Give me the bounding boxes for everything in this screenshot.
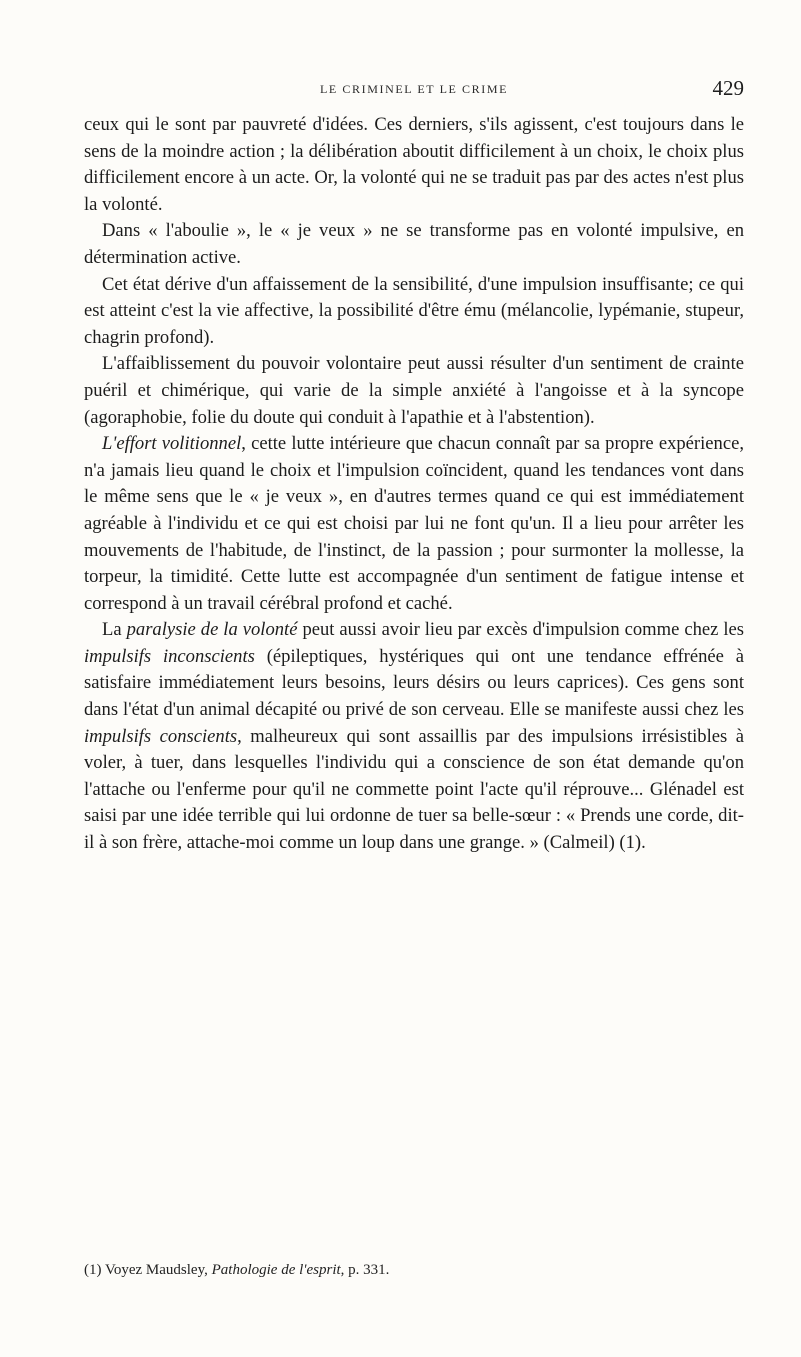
footnote-text: , p. 331. xyxy=(340,1262,390,1278)
text-segment: L'affaiblissement du pouvoir volontaire peut aussi résulter d'un sentiment de crainte puéril et chimérique, qui varie de la simple anxiété à l'angoisse et à la syncope (agoraphobie, folie du doute qui conduit à l'apathie et à l'abstention). xyxy=(84,353,744,428)
italic-term: impulsifs inconscients xyxy=(84,645,255,667)
footnote xyxy=(84,1260,744,1280)
footnote-title: Pathologie de l'esprit xyxy=(211,1262,341,1278)
italic-term: impulsifs conscients xyxy=(84,725,238,747)
paragraph xyxy=(84,351,744,431)
footnote-text: (1) Voyez Maudsley, xyxy=(84,1262,212,1278)
paragraph xyxy=(84,218,744,271)
paragraph xyxy=(84,617,744,856)
text-segment: Dans « l'aboulie », le « je veux » ne se transforme pas en volonté impulsive, en détermination active. xyxy=(84,220,744,268)
text-segment: , malheureux qui sont assaillis par des impulsions irrésistibles à voler, à tuer, dans lesquelles l'individu qui a conscience de son état demande qu'on l'attache ou l'enferme pour qu'il ne commette point l'acte qu'il réprouve... Glénadel est saisi par une idée terrible qui lui ordonne de tuer sa belle-sœur : « Prends une corde, dit-il à son frère, attache-moi comme un loup dans une grange. » (Calmeil) (1). xyxy=(84,725,744,854)
paragraph xyxy=(84,112,744,218)
text-segment: (épileptiques, hystériques qui ont une tendance effrénée à satisfaire immédiatement leurs besoins, leurs désirs ou leurs caprices). Ces gens sont dans l'état d'un animal décapité ou privé de son cerveau. Elle se manifeste aussi chez les xyxy=(84,645,744,721)
page-header xyxy=(84,78,744,108)
text-segment: La xyxy=(102,619,127,641)
text-segment: , cette lutte intérieure que chacun connaît par sa propre expérience, n'a jamais lieu quand le choix et l'impulsion coïncident, quand les tendances vont dans le même sens que le « je veux », en d'autres termes quand ce qui est immédiatement agréable à l'individu et ce qui est choisi par lui ne font qu'un. Il a lieu pour arrêter les mouvements de l'habitude, de l'instinct, de la passion ; pour surmonter la mollesse, la torpeur, la timidité. Cette lutte est accompagnée d'un sentiment de fatigue intense et correspond à un travail cérébral profond et caché. xyxy=(84,433,744,614)
italic-term: paralysie de la volonté xyxy=(126,619,298,641)
italic-term: L'effort volitionnel xyxy=(102,433,242,455)
page-number: 429 xyxy=(712,76,744,100)
paragraph xyxy=(84,431,744,617)
text-segment: peut aussi avoir lieu par excès d'impulsion comme chez les xyxy=(297,619,744,641)
running-head: LE CRIMINEL ET LE CRIME xyxy=(319,82,509,96)
body-text xyxy=(84,112,744,857)
paragraph xyxy=(84,272,744,352)
text-segment: ceux qui le sont par pauvreté d'idées. Ces derniers, s'ils agissent, c'est toujours dans le sens de la moindre action ; la délibération aboutit difficilement à un choix, le choix plus difficilement encore à un acte. Or, la volonté qui ne se traduit pas par des actes n'est plus la volonté. xyxy=(84,114,744,215)
text-segment: Cet état dérive d'un affaissement de la sensibilité, d'une impulsion insuffisante; ce qui est atteint c'est la vie affective, la possibilité d'être ému (mélancolie, lypémanie, stupeur, chagrin profond). xyxy=(84,273,744,348)
